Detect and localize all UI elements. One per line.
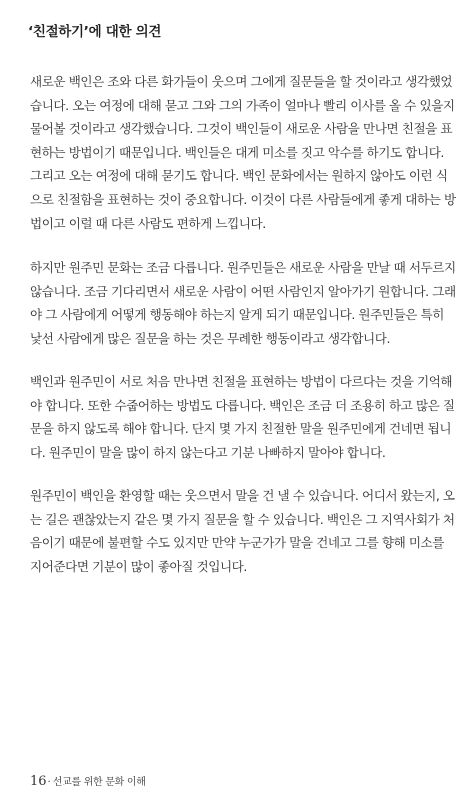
paragraph-line: 습니다. 오는 여정에 대해 묻고 그와 그의 가족이 얼마나 빨리 이사를 올 수 있을지 bbox=[30, 97, 455, 113]
footer-separator: · bbox=[47, 777, 51, 788]
section-heading: ‘친절하기’에 대한 의견 bbox=[28, 24, 162, 40]
paragraph-1 bbox=[30, 70, 456, 235]
paragraph-line: 원주민이 백인을 환영할 때는 웃으면서 말을 건 낼 수 있습니다. 어디서 왔는지, 오 bbox=[30, 488, 455, 503]
paragraph-line: 그리고 오는 여정에 대해 묻기도 합니다. 백인 문화에서는 원하지 않아도 이런 식 bbox=[30, 168, 448, 184]
paragraph-line: 다. 원주민이 말을 많이 하지 않는다고 기분 나빠하지 말아야 합니다. bbox=[30, 444, 386, 460]
paragraph-line: 하지만 원주민 문화는 조금 다릅니다. 원주민들은 새로운 사람을 만날 때 서두르지 bbox=[30, 260, 456, 275]
paragraph-line: 법이고 이럴 때 다른 사람도 편하게 느낍니다. bbox=[30, 215, 266, 231]
paragraph-4 bbox=[30, 484, 455, 578]
paragraph-line: 야 그 사람에게 어떻게 행동해야 하는지 알게 되기 때문입니다. 원주민들은 특히 bbox=[30, 307, 444, 323]
paragraph-2 bbox=[30, 256, 456, 350]
page-footer bbox=[30, 770, 146, 789]
paragraph-line: 물어볼 것이라고 생각했습니다. 그것이 백인들이 새로운 사람을 만나면 친절을 표 bbox=[30, 121, 453, 137]
book-title: 선교를 위한 문화 이해 bbox=[52, 777, 146, 788]
paragraph-line: 백인과 원주민이 서로 처음 만나면 친절을 표현하는 방법이 다르다는 것을 기억해 bbox=[30, 374, 453, 389]
page-number: 16 bbox=[30, 774, 47, 789]
paragraph-line: 으로 친절함을 표현하는 것이 중요합니다. 이것이 다른 사람들에게 좋게 대하는 방 bbox=[30, 191, 456, 207]
paragraph-line: 않습니다. 조금 기다리면서 새로운 사람이 어떤 사람인지 알아가기 원합니다. 그래 bbox=[30, 283, 456, 299]
paragraph-line: 문을 하지 않도록 해야 합니다. 단지 몇 가지 친절한 말을 원주민에게 건네면 됩니 bbox=[30, 421, 452, 437]
paragraph-line: 는 길은 괜찮았는지 같은 몇 가지 질문을 할 수 있습니다. 백인은 그 지역사회가 처 bbox=[30, 511, 455, 527]
paragraph-line: 지어준다면 기분이 많이 좋아질 것입니다. bbox=[30, 558, 247, 574]
paragraph-line: 낯선 사람에게 많은 질문을 하는 것은 무례한 행동이라고 생각합니다. bbox=[30, 330, 391, 346]
paragraph-line: 야 합니다. 또한 수줍어하는 방법도 다릅니다. 백인은 조금 더 조용히 하고 많은 질 bbox=[30, 397, 455, 413]
paragraph-line: 새로운 백인은 조와 다른 화가들이 웃으며 그에게 질문들을 할 것이라고 생각했었 bbox=[30, 74, 453, 89]
paragraph-line: 현하는 방법이기 때문입니다. 백인들은 대게 미소를 짓고 악수를 하기도 합니다. bbox=[30, 144, 444, 160]
paragraph-3 bbox=[30, 370, 455, 464]
paragraph-line: 음이기 때문에 불편할 수도 있지만 만약 누군가가 말을 건네고 그를 향해 미소를 bbox=[30, 535, 444, 551]
